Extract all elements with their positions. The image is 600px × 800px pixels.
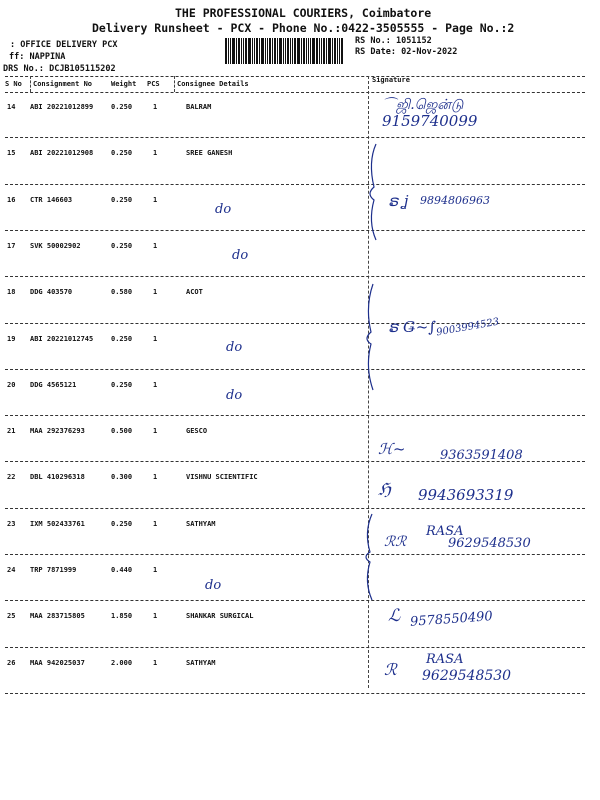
signature-row23-phone: 9629548530 — [448, 536, 531, 551]
row-sno: 23 — [7, 519, 16, 528]
staff-value: NAPPINA — [29, 52, 66, 62]
row-separator — [5, 600, 585, 601]
signature-row23-scribble: ℛℛ — [384, 534, 407, 550]
row-sno: 15 — [7, 149, 16, 158]
drs-label: DRS No.: — [3, 64, 44, 74]
signature-row25-scribble: ℒ — [388, 606, 401, 626]
row-consignee: ACOT — [186, 288, 203, 297]
signature-row21-phone: 9363591408 — [440, 448, 523, 463]
row-weight: 1.850 — [111, 612, 133, 621]
row-consignee: SHANKAR SURGICAL — [186, 612, 254, 621]
office-prefix: : — [10, 40, 16, 50]
row-consignment: MAA 292376293 — [30, 427, 85, 436]
signature-row16-initials: ຣ ʝ — [388, 192, 409, 210]
col-signature: Signature — [372, 76, 410, 84]
header-bottom-rule — [5, 92, 585, 93]
rs-date-line — [355, 47, 457, 57]
row-pcs: 1 — [153, 149, 158, 158]
row-pcs: 1 — [153, 519, 158, 528]
row-weight: 0.250 — [111, 519, 133, 528]
brace-rows-23-24 — [362, 512, 382, 602]
rs-date-label: RS Date: — [355, 47, 396, 57]
row-sno: 22 — [7, 473, 16, 482]
row-consignment: ABI 20221012899 — [30, 103, 94, 111]
row-separator — [5, 230, 585, 231]
col-sno: S No — [5, 80, 22, 88]
signature-row23-name: RASA — [426, 524, 464, 539]
row-consignment: CTR 146603 — [30, 195, 73, 204]
row-consignment: SVK 50002902 — [30, 241, 81, 250]
col-consignee: Consignee Details — [177, 80, 249, 88]
row-pcs: 1 — [153, 473, 158, 482]
staff-line — [9, 52, 65, 62]
drs-line — [3, 64, 116, 74]
row-pcs: 1 — [153, 241, 158, 250]
row-weight: 0.250 — [111, 334, 133, 343]
row-pcs: 1 — [153, 380, 158, 389]
rs-date-value: 02-Nov-2022 — [401, 47, 458, 57]
row-consignment: DDG 403570 — [30, 288, 73, 297]
signature-row26-scribble: ℛ — [384, 660, 397, 679]
row-sno: 14 — [7, 103, 16, 111]
row-sno: 26 — [7, 658, 16, 667]
col-consignment: Consignment No — [33, 80, 93, 88]
row-pcs: 1 — [153, 334, 158, 343]
col-weight: Weight — [111, 80, 137, 88]
ditto-mark: do — [226, 340, 243, 355]
row-separator — [5, 369, 585, 370]
row-sno: 16 — [7, 195, 16, 204]
row-separator — [5, 554, 585, 555]
row-separator — [5, 137, 585, 138]
row-pcs: 1 — [153, 288, 158, 297]
row-consignment: ABI 20221012908 — [30, 149, 94, 158]
brace-rows-18-20 — [363, 282, 383, 392]
ditto-mark: do — [215, 202, 232, 217]
row-pcs: 1 — [153, 612, 158, 621]
row-sno: 21 — [7, 427, 16, 436]
header-top-rule — [5, 76, 585, 77]
ditto-mark: do — [205, 578, 222, 593]
ditto-mark: do — [226, 388, 243, 403]
row-weight: 0.250 — [111, 380, 133, 389]
signature-row22-scribble: ℌ — [378, 480, 391, 500]
row-separator — [5, 276, 585, 277]
row-separator — [5, 693, 585, 694]
row-sno: 20 — [7, 380, 16, 389]
drs-value: DCJB105115202 — [49, 64, 116, 74]
row-separator — [5, 647, 585, 648]
row-consignment: IXM 502433761 — [30, 519, 85, 528]
signature-row14-phone: 9159740099 — [382, 112, 478, 130]
row-weight: 0.500 — [111, 427, 133, 436]
row-sno: 17 — [7, 241, 16, 250]
row-consignee: SATHYAM — [186, 519, 216, 528]
staff-label: ff: — [9, 52, 25, 62]
row-weight: 2.000 — [111, 658, 133, 667]
row-consignee: SATHYAM — [186, 658, 216, 667]
rs-no-label: RS No.: — [355, 36, 391, 46]
row-consignee: GESCO — [186, 427, 208, 436]
row-weight: 0.250 — [111, 103, 133, 111]
row-consignment: TRP 7871999 — [30, 566, 77, 574]
signature-row21-scribble: ℋ~ — [378, 440, 406, 458]
row-weight: 0.250 — [111, 195, 133, 204]
ditto-mark: do — [232, 248, 249, 263]
row-weight: 0.300 — [111, 473, 133, 482]
row-consignment: MAA 942025037 — [30, 658, 85, 667]
row-sno: 18 — [7, 288, 16, 297]
rs-no-line — [355, 36, 432, 46]
rs-no-value: 1051152 — [395, 36, 432, 46]
signature-row22-phone: 9943693319 — [418, 486, 514, 504]
row-separator — [5, 415, 585, 416]
row-pcs: 1 — [153, 103, 158, 111]
signature-row16-phone: 9894806963 — [420, 194, 490, 207]
signature-row19-phone: 9003994523 — [435, 316, 501, 339]
row-consignment: DDG 4565121 — [30, 380, 77, 389]
row-weight: 0.580 — [111, 288, 133, 297]
row-consignment: MAA 283715805 — [30, 612, 85, 621]
col-pcs: PCS — [147, 80, 160, 88]
row-sno: 25 — [7, 612, 16, 621]
runsheet-title: Delivery Runsheet - PCX - Phone No.:0422-3505555 - Page No.:2 — [92, 21, 515, 35]
row-pcs: 1 — [153, 566, 158, 574]
row-separator — [5, 508, 585, 509]
signature-row19-initials: ຣ Ǥ~∫ — [388, 318, 437, 336]
signature-row26-name: RASA — [426, 652, 464, 667]
consignee-column-divider — [174, 76, 175, 92]
row-weight: 0.440 — [111, 566, 133, 574]
left-column-divider — [30, 76, 31, 92]
row-consignment: DBL 410296318 — [30, 473, 85, 482]
row-pcs: 1 — [153, 195, 158, 204]
row-sno: 24 — [7, 566, 16, 574]
signature-row26-phone: 9629548530 — [422, 668, 512, 684]
brace-rows-15-17 — [366, 142, 386, 242]
barcode — [225, 38, 349, 64]
office-line — [10, 40, 117, 50]
row-consignee: BALRAM — [186, 103, 212, 111]
row-consignee: VISHNU SCIENTIFIC — [186, 473, 258, 482]
row-consignee: SREE GANESH — [186, 149, 233, 158]
row-sno: 19 — [7, 334, 16, 343]
row-pcs: 1 — [153, 658, 158, 667]
office-value: OFFICE DELIVERY PCX — [20, 40, 118, 50]
row-weight: 0.250 — [111, 149, 133, 158]
row-weight: 0.250 — [111, 241, 133, 250]
signature-row14: ⌒ஜி.ஜென்டு — [382, 97, 464, 113]
row-consignment: ABI 20221012745 — [30, 334, 94, 343]
row-pcs: 1 — [153, 427, 158, 436]
signature-row25-phone: 9578550490 — [409, 609, 494, 630]
row-separator — [5, 184, 585, 185]
company-title: THE PROFESSIONAL COURIERS, Coimbatore — [175, 6, 432, 20]
